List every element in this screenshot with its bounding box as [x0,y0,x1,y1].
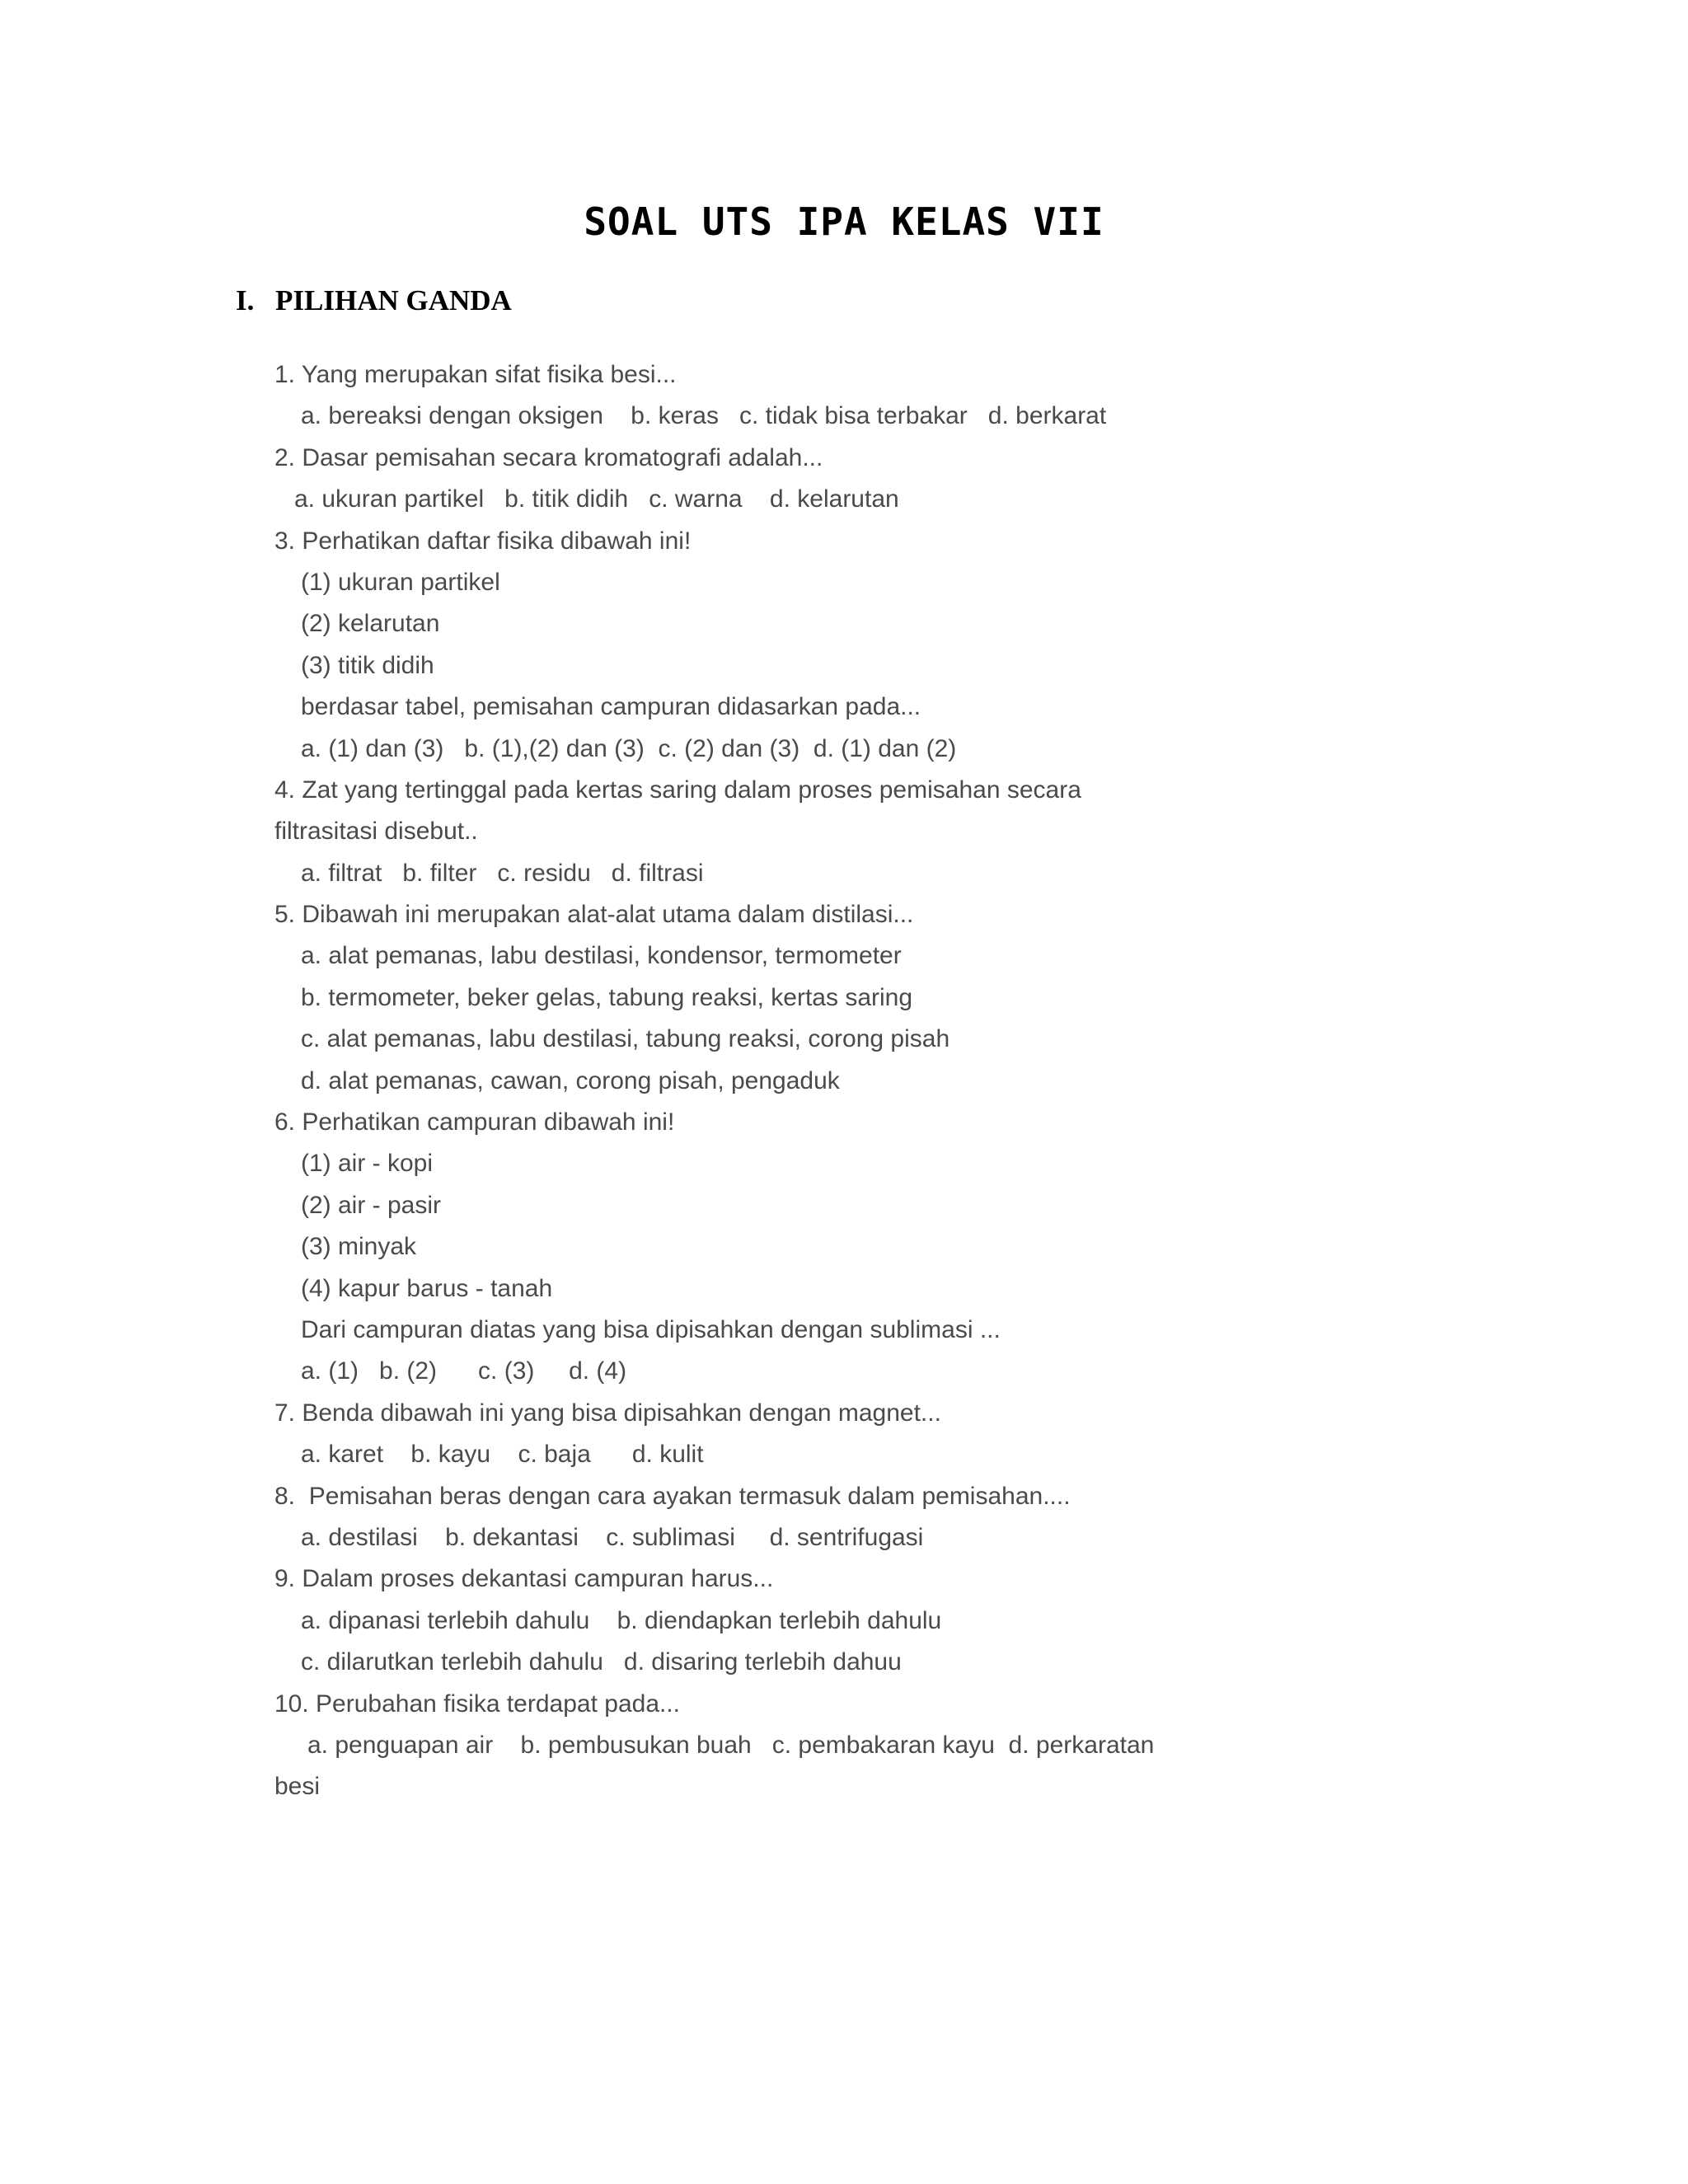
question-6-item: (1) air - kopi [301,1150,434,1178]
question-9-options: a. dipanasi terlebih dahulu b. diendapkan terlebih dahulu [301,1606,942,1634]
question-9-options: c. dilarutkan terlebih dahulu d. disaring terlebih dahuu [301,1648,902,1676]
section-title: PILIHAN GANDA [275,284,512,316]
question-2-options: a. ukuran partikel b. titik didih c. warna d. kelarutan [294,485,899,513]
question-5: 5. Dibawah ini merupakan alat-alat utama dalam distilasi... [274,901,914,929]
question-4-options: a. filtrat b. filter c. residu d. filtrasi [301,859,704,887]
question-1: 1. Yang merupakan sifat fisika besi... [274,361,677,388]
question-8: 8. Pemisahan beras dengan cara ayakan termasuk dalam pemisahan.... [274,1482,1071,1510]
question-5-option: b. termometer, beker gelas, tabung reaksi, kertas saring [301,983,913,1011]
question-7: 7. Benda dibawah ini yang bisa dipisahkan dengan magnet... [274,1399,941,1427]
question-3-options: a. (1) dan (3) b. (1),(2) dan (3) c. (2) dan (3) d. (1) dan (2) [301,734,957,762]
question-10-options: a. penguapan air b. pembusukan buah c. pembakaran kayu d. perkaratan [307,1731,1155,1759]
question-5-option: c. alat pemanas, labu destilasi, tabung reaksi, corong pisah [301,1025,950,1053]
question-5-option: d. alat pemanas, cawan, corong pisah, pengaduk [301,1066,840,1094]
question-6-item: (2) air - pasir [301,1191,442,1219]
question-10: 10. Perubahan fisika terdapat pada... [274,1690,681,1718]
document-title: SOAL UTS IPA KELAS VII [584,199,1104,244]
question-3: 3. Perhatikan daftar fisika dibawah ini! [274,527,692,555]
question-3-item: (2) kelarutan [301,610,440,638]
question-9: 9. Dalam proses dekantasi campuran harus... [274,1565,774,1593]
section-number: I. [236,284,255,316]
question-5-option: a. alat pemanas, labu destilasi, kondensor, termometer [301,942,902,970]
question-list [274,354,1511,1808]
question-7-options: a. karet b. kayu c. baja d. kulit [301,1441,704,1469]
question-8-options: a. destilasi b. dekantasi c. sublimasi d. sentrifugasi [301,1523,924,1551]
question-3-item: (1) ukuran partikel [301,568,500,596]
question-10-options-continued: besi [274,1773,321,1801]
question-3-prompt: berdasar tabel, pemisahan campuran didasarkan pada... [301,693,921,721]
question-2: 2. Dasar pemisahan secara kromatografi adalah... [274,443,823,471]
question-1-options: a. bereaksi dengan oksigen b. keras c. tidak bisa terbakar d. berkarat [301,402,1107,430]
question-4: 4. Zat yang tertinggal pada kertas saring dalam proses pemisahan secara [274,776,1081,804]
question-6-options: a. (1) b. (2) c. (3) d. (4) [301,1357,627,1385]
question-6-prompt: Dari campuran diatas yang bisa dipisahkan dengan sublimasi ... [301,1315,1001,1343]
question-6-item: (4) kapur barus - tanah [301,1274,553,1302]
section-heading [236,284,512,317]
question-6: 6. Perhatikan campuran dibawah ini! [274,1108,675,1137]
question-3-item: (3) titik didih [301,651,434,679]
question-6-item: (3) minyak [301,1233,417,1261]
question-4-continued: filtrasitasi disebut.. [274,818,478,846]
